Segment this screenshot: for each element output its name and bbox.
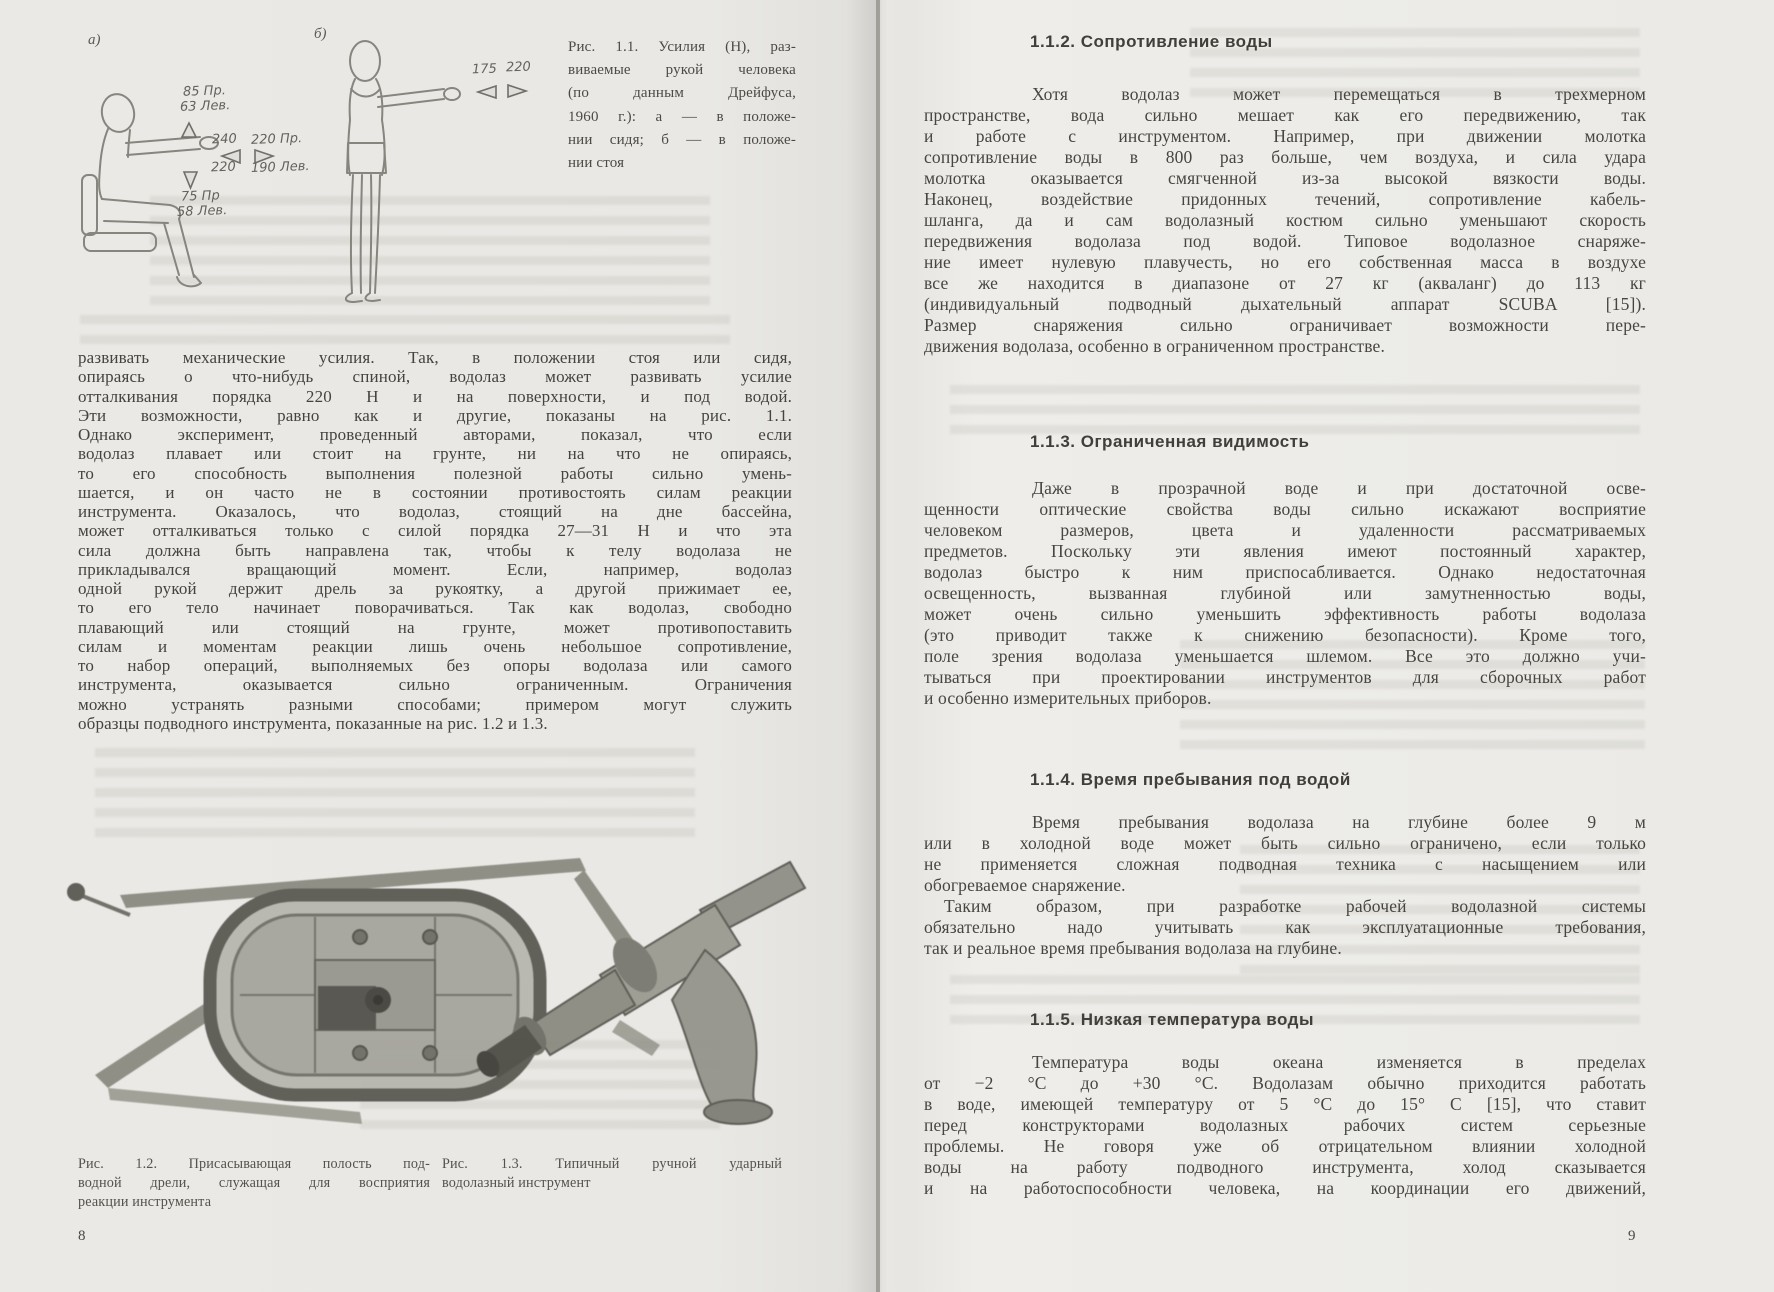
force-value: 75 Пр [180, 188, 220, 205]
text-line: отталкивания порядка 220 Н и на поверхности, и под водой. [78, 386, 792, 406]
text-line: то набор операций, выполняемых без опоры водолаза или самого [78, 656, 792, 675]
text-line: обогреваемое снаряжение. [924, 875, 1126, 895]
text-line: шланга, да и сам водолазный костюм сильно уменьшают скорость [924, 210, 1646, 230]
force-value: 175 [471, 61, 498, 78]
text-line: сопротивление воды в 800 раз больше, чем воздуха, и сила удара [924, 147, 1646, 167]
text-line: щенности оптические свойства воды сильно искажают восприятие [924, 499, 1646, 519]
text-line: водолазный инструмент [442, 1175, 591, 1191]
force-value: 220 [210, 159, 237, 176]
text-line: все же находится в диапазоне от 27 кг (акваланг) до 113 кг [924, 273, 1646, 293]
force-value: 58 Лев. [176, 203, 228, 220]
section-1-1-3-text [924, 478, 1646, 709]
force-value: 220 [505, 59, 532, 76]
text-line: передвижения водолаза под водой. Типовое водолазное снаряже- [924, 231, 1646, 251]
text-line: перед конструкторами водолазных рабочих систем серьезные [924, 1115, 1646, 1135]
text-line: пространстве, вода сильно мешает как его передвижению, так [924, 105, 1646, 125]
text-line: обязательно надо учитывать как эксплуатационные требования, [924, 917, 1646, 937]
force-value: 220 Пр. [250, 131, 303, 148]
text-line: одной рукой держит дрель за рукоятку, а другой прижимает ее, [78, 579, 792, 598]
text-line: Даже в прозрачной воде и при достаточной осве- [1032, 478, 1646, 498]
text-line: освещенность, вызванная глубиной или замутненностью воды, [924, 583, 1646, 603]
text-line: то его способность выполнения полезной работы сильно умень- [78, 463, 792, 483]
section-1-1-5-text [924, 1052, 1646, 1199]
figure-part-label-b: б) [314, 26, 327, 42]
text-line: Рис. 1.2. Присасывающая полость под- [78, 1156, 430, 1172]
text-line: ние имеет нулевую плавучесть, но его собственная масса в воздухе [924, 252, 1646, 272]
figure-1-2-and-1-3-photos [60, 840, 820, 1150]
text-line: предметов. Поскольку эти явления имеют постоянный характер, [924, 541, 1646, 561]
text-line: не применяется сложная подводная техника с насыщением или [924, 854, 1646, 874]
text-line: Однако эксперимент, проведенный авторами, показал, что если [78, 425, 792, 444]
text-line: может отталкиваться только с силой порядка 27—31 Н и что эта [78, 521, 792, 541]
left-page-body-text [78, 348, 792, 733]
text-line: Время пребывания водолаза на глубине более 9 м [1032, 812, 1646, 832]
figure-1-1-caption [568, 36, 796, 175]
text-line: воды на работу подводного инструмента, холод сказывается [924, 1157, 1646, 1177]
force-value: 240 [211, 131, 238, 148]
text-line: образцы подводного инструмента, показанные на рис. 1.2 и 1.3. [78, 713, 548, 733]
text-line: силам и моментам реакции лишь очень небольшое сопротивление, [78, 636, 792, 656]
text-line: плавающий или стоящий на грунте, может противопоставить [78, 617, 792, 637]
text-line: опираясь о что-нибудь спиной, водолаз может развивать усилие [78, 367, 792, 387]
text-line: проблемы. Не говоря уже об отрицательном влиянии холодной [924, 1136, 1646, 1156]
text-line: Рис. 1.1. Усилия (Н), раз- [568, 39, 796, 55]
text-line: Температура воды океана изменяется в пределах [1032, 1052, 1646, 1072]
text-line: Таким образом, при разработке рабочей водолазной системы [944, 896, 1646, 916]
text-line: можно устранять разными способами; примером могут служить [78, 694, 792, 714]
text-line: виваемые рукой человека [568, 62, 796, 79]
underwater-drill-photo [67, 858, 660, 1124]
text-line: поле зрения водолаза уменьшается шлемом. Все это должно учи- [924, 646, 1646, 666]
figure-1-2-caption [78, 1155, 430, 1212]
text-line: или в холодной воде может быть сильно ограничено, если только [924, 833, 1646, 853]
force-value: 63 Лев. [179, 98, 231, 115]
text-line: и работе с инструментом. Например, при движении молотка [924, 126, 1646, 146]
text-line: Хотя водолаз может перемещаться в трехмерном [1032, 84, 1646, 104]
page-number-left: 8 [78, 1228, 86, 1244]
force-value: 190 Лев. [250, 158, 310, 177]
text-line: тываться при проектировании инструментов для сборочных работ [924, 667, 1646, 687]
text-line: шается, и он часто не в состоянии противостоять силам реакции [78, 482, 792, 502]
section-1-1-4-text [924, 812, 1646, 959]
text-line: (по данным Дрейфуса, [568, 85, 796, 102]
text-line: движения водолаза, особенно в ограниченном пространстве. [924, 336, 1385, 356]
text-line: 1960 г.): а — в положе- [568, 108, 796, 125]
figure-1-3-caption [442, 1155, 782, 1193]
text-line: то его тело начинает поворачиваться. Так как водолаз, свободно [78, 598, 792, 618]
text-line: молотка оказывается смягченной из-за высокой вязкости воды. [924, 168, 1646, 188]
text-line: прикладывался вращающий момент. Если, например, водолаз [78, 559, 792, 579]
text-line: (индивидуальный подводный дыхательный аппарат SCUBA [15]). [924, 294, 1646, 314]
figure-part-label-a: а) [88, 32, 101, 48]
page-number-right: 9 [1628, 1228, 1636, 1244]
text-line: Рис. 1.3. Типичный ручной ударный [442, 1156, 782, 1172]
text-line: инструмента. Оказалось, что водолаз, стоящий на дне бассейна, [78, 502, 792, 521]
section-heading-1-1-2: 1.1.2. Сопротивление воды [1030, 32, 1273, 51]
text-line: нии стоя [568, 155, 625, 172]
section-heading-1-1-5: 1.1.5. Низкая температура воды [1030, 1010, 1314, 1029]
text-line: водолаз плавает или стоит на грунте, ни на что не опираясь, [78, 444, 792, 464]
text-line: так и реальное время пребывания водолаза на глубине. [924, 938, 1342, 958]
text-line: от −2 °С до +30 °С. Водолазам обычно приходится работать [924, 1073, 1646, 1093]
text-line: водной дрели, служащая для восприятия [78, 1175, 430, 1191]
text-line: может очень сильно уменьшить эффективность работы водолаза [924, 604, 1646, 624]
text-line: и особенно измерительных приборов. [924, 688, 1212, 708]
text-line: водолаз быстро к ним приспосабливается. Однако недостаточная [924, 562, 1646, 582]
section-1-1-2-text [924, 84, 1646, 357]
text-line: нии сидя; б — в положе- [568, 131, 796, 148]
text-line: человеком размеров, цвета и удаленности рассматриваемых [924, 520, 1646, 540]
section-heading-1-1-4: 1.1.4. Время пребывания под водой [1030, 770, 1351, 789]
text-line: Эти возможности, равно как и другие, показаны на рис. 1.1. [78, 405, 792, 425]
text-line: сила должна быть направлена так, чтобы к телу водолаза не [78, 540, 792, 560]
section-heading-1-1-3: 1.1.3. Ограниченная видимость [1030, 432, 1310, 451]
page-gutter-line [876, 0, 880, 1292]
text-line: (это приводит также к снижению безопасности). Кроме того, [924, 625, 1646, 645]
text-line: реакции инструмента [78, 1194, 212, 1210]
text-line: Наконец, воздействие придонных течений, сопротивление кабель- [924, 189, 1646, 209]
text-line: Размер снаряжения сильно ограничивает возможности пере- [924, 315, 1646, 335]
force-value: 85 Пр. [182, 83, 227, 100]
text-line: в воде, имеющей температуру от 5 °С до 15° С [15], что ставит [924, 1094, 1646, 1114]
text-line: инструмента, оказывается сильно ограниченным. Ограничения [78, 675, 792, 695]
text-line: и на работоспособности человека, на координации его движений, [924, 1178, 1646, 1198]
text-line: развивать механические усилия. Так, в положении стоя или сидя, [78, 348, 792, 367]
